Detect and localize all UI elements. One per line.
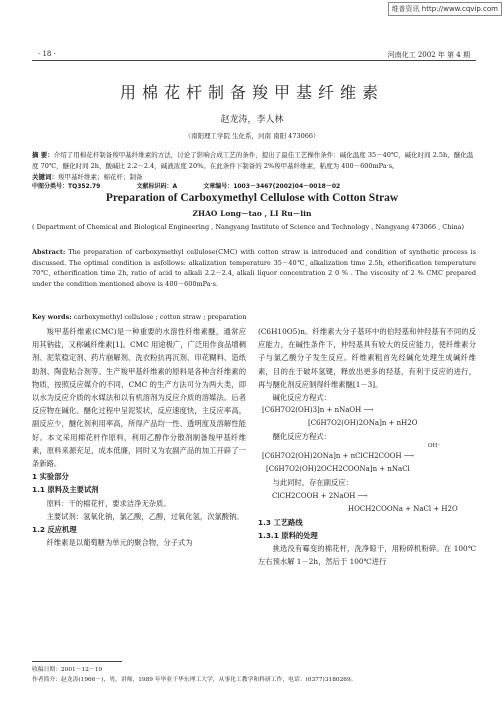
footnote-author: 作者简介：赵龙涛(1966－)，男，讲师，1989 年毕业于华东理工大学，从事化工教学和科研工作，电话：(0377)3180269。 — [32, 677, 357, 683]
section-heading-1: 1 实验部分 — [32, 472, 69, 482]
mechanism-continued: (C6H10O5)n。纤维素大分子基环中的伯羟基和仲羟基有不同的反应能力，在碱性条件下，仲羟基具有较大的反应能力，使纤维素分子与氯乙酸分子发生反应。纤维素粗首先经碱化处理生成碱纤维素，目的在于破坏氢键，释放出更多的羟基，有利于反应的进行，再与醚化剂反应制得纤维素醚[1－3]。 — [258, 327, 476, 389]
materials-paragraph: 原料：干的棉花杆，要求洁净无杂质。 — [46, 498, 171, 508]
chinese-affiliation: （南阳理工学院 生化系，河南 南阳 473066） — [184, 132, 320, 140]
section-heading-1-3: 1.3 工艺路线 — [258, 517, 303, 527]
header-divider — [32, 60, 476, 61]
english-abstract-label: Abstract: — [32, 248, 66, 256]
english-title: Preparation of Carboxymethyl Cellulose with Cotton Straw — [105, 192, 399, 204]
english-affiliation: ( Department of Chemical and Biological Engineering , Nangyang Institute of Science and Technology , Nangyang 473066 , China) — [32, 223, 465, 231]
footnote-divider — [32, 661, 122, 662]
watermark: 维普资讯 http://www.cqvip.com — [388, 2, 502, 16]
mechanism-paragraph: 纤维素是以葡萄糖为单元的聚合物，分子式为 — [46, 538, 193, 548]
chinese-title: 用棉花杆制备羧甲基纤维素 — [119, 83, 384, 102]
equation-alkalization-product: [C6H7O2(OH)2ONa]n + nH2O — [308, 419, 418, 428]
classification-line — [32, 182, 476, 193]
chinese-authors: 赵龙涛，李人林 — [220, 115, 284, 125]
raw-material-paragraph: 挑选没有霉变的棉花杆，洗净晾干，用粉碎机粉碎。在 100℃左右预水解 1－2h，然后于 100℃进行 — [258, 544, 476, 567]
chinese-keywords — [32, 172, 476, 183]
page-number: · 18 · — [38, 50, 56, 58]
english-keywords-label: Key words: — [32, 313, 72, 321]
equation-etherification: [C6H7O2(OH)2ONa]n + nClCH2COOH ⟶ — [262, 452, 414, 461]
section-heading-1-1: 1.1 原料及主要试剂 — [32, 485, 99, 495]
equation-etherification-product: [C6H7O2(OH)2OCH2COONa]n + nNaCl — [266, 465, 410, 474]
intro-paragraph: 羧甲基纤维素(CMC)是一种重要的水溶性纤维素醚，通常应用其钠盐，又称碱纤维素[1]。CMC 用途极广，广泛用作食品增稠剂、泥浆稳定剂、药片崩解剂、洗衣粉抗再沉剂、印花糊料、造纸助剂、陶瓷粘合剂等。生产羧甲基纤维素的原料是各种含纤维素的物质，按照反应媒介的不同，CMC 的生产方法可分为两大类，即以水为反应介质的水媒法和以有机溶剂为反应介质的溶媒法。后者反应物在碱化、醚化过程中呈泥浆状，反应速度快，主反应率高，副反应少，醚化剂利用率高，所得产品均一性、透明度及溶解性能好。本文采用棉花杆作原料，利用乙醇作分散剂制备羧甲基纤维素，原料来源充足，成本低廉，同时又为农副产品的加工开辟了一条新路。 — [32, 327, 246, 469]
keywords-label: 关键词： — [32, 173, 58, 181]
left-column — [32, 325, 246, 549]
article-number: 文章编号：1003－3467(2002)04－0018－02 — [203, 183, 341, 190]
right-column — [258, 325, 476, 568]
reagents-paragraph: 主要试剂：氢氧化钠，氯乙酸，乙醇，过氧化氢，次氯酸钠。 — [46, 511, 244, 521]
equation-side-reaction-product: HOCH2COONa + NaCl + H2O — [348, 504, 458, 513]
english-abstract — [32, 247, 476, 289]
chinese-abstract — [32, 150, 476, 171]
section-heading-1-2: 1.2 反应机理 — [32, 525, 77, 535]
section-heading-1-3-1: 1.3.1 原料的处理 — [258, 530, 318, 540]
etherification-label: 醚化反应方程式： — [272, 432, 331, 442]
equation-catalyst: OH⁻ — [428, 443, 441, 450]
abstract-text: 介绍了用棉花杆制备羧甲基纤维素的方法，讨论了影响合成工艺的条件，提出了最佳工艺操作条件：碱化温度 35－40℃，碱化时间 2.5h，醚化温度 70℃，醚化时间 2h，酸碱比 2.2－2.4，碱液浓度 20%。在此条件下制备的 2%羧甲基纤维素，粘度为 400－600mPa·s。 — [32, 151, 474, 170]
abstract-label: 摘 要： — [32, 151, 54, 159]
journal-info: 河南化工 2002 年 第 4 期 — [387, 51, 470, 59]
side-reaction-label: 与此同时，存在副反应： — [272, 478, 353, 488]
equation-alkalization: [C6H7O2(OH)3]n + nNaOH ⟶ — [262, 406, 374, 415]
equation-side-reaction: ClCH2COOH + 2NaOH ⟶ — [272, 491, 368, 500]
english-keywords — [32, 313, 476, 321]
footnote-received: 收稿日期：2001－12－19 — [32, 667, 103, 673]
english-keywords-text: carboxymethyl cellulose ; cotton straw ; preparation — [73, 313, 247, 321]
english-authors: ZHAO Long－tao , LI Ru－lin — [192, 209, 312, 218]
alkalization-label: 碱化反应方程式： — [272, 393, 331, 403]
keywords-text: 羧甲基纤维素；棉花杆；制备 — [58, 173, 143, 181]
clc-number: 中图分类号：TQ352.79 — [32, 183, 101, 190]
english-abstract-text: The preparation of carboxymethyl cellulose(CMC) with cotton straw is introduced and condition of synthetic process is discussed. The optimal condition is asfollows: alkalization temperature 35－40℃, alkalization time 2.5h, etherification temperature 70℃, etherification time 2h, ratio of acid to alkali 2.2－2.4, alkali liquor concentration 2 0 % . The viscosity of 2 % CMC prepared under the condition mentioned above is 400－600mPa·s. — [32, 248, 476, 288]
document-code: 文献标识码：A — [136, 183, 178, 190]
